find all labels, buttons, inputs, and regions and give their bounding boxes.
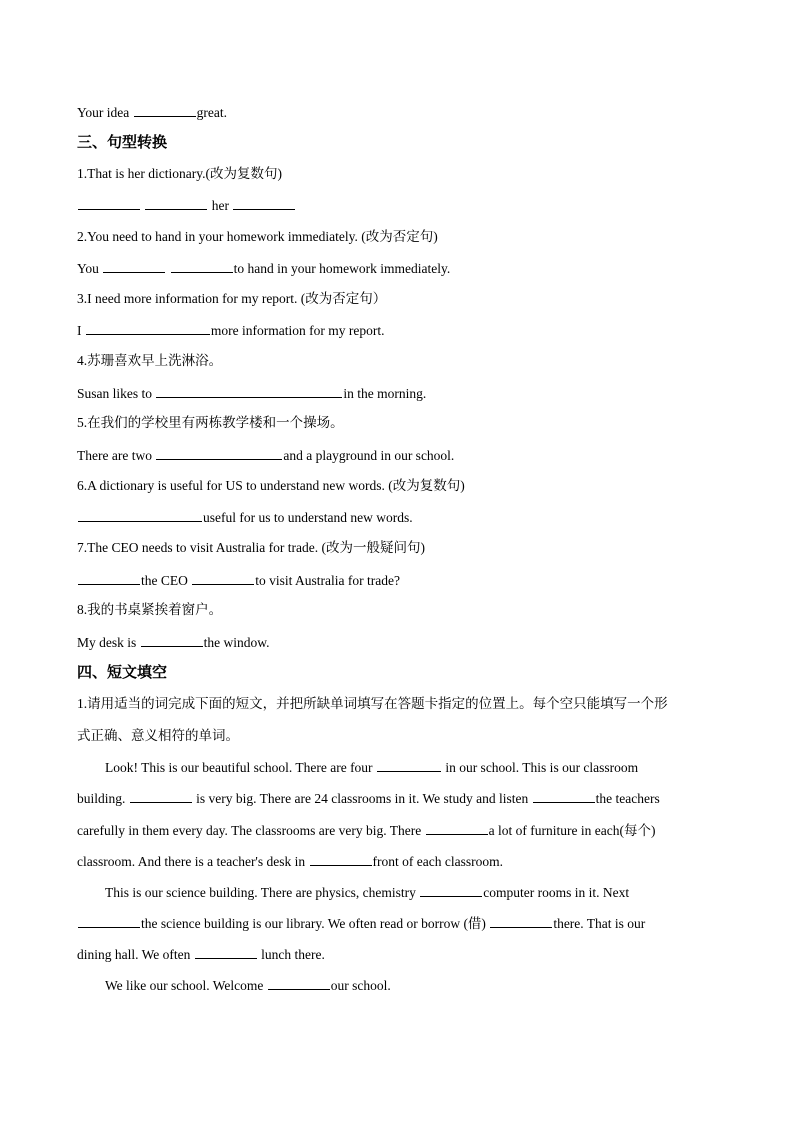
question-6-prompt: 6.A dictionary is useful for US to understand new words. (改为复数句)	[77, 478, 465, 493]
text: useful for us to understand new words.	[203, 510, 413, 525]
text: the window.	[203, 635, 270, 650]
text: carefully in them every day. The classrooms are very big. There	[77, 823, 422, 838]
text: dining hall. We often	[77, 947, 191, 962]
answer-blank[interactable]	[377, 758, 441, 772]
answer-blank[interactable]	[145, 196, 207, 210]
question-1-prompt: 1.That is her dictionary.(改为复数句)	[77, 166, 282, 181]
text: there. That is our	[553, 916, 646, 931]
text: in our school. This is our classroom	[445, 760, 639, 775]
text: more information for my report.	[210, 323, 385, 338]
text: There are two	[77, 448, 152, 463]
instruction-line-2: 式正确、意义相符的单词。	[77, 728, 239, 743]
question-7-answer	[77, 571, 400, 590]
passage-line	[77, 914, 645, 933]
answer-blank[interactable]	[171, 259, 233, 273]
question-4-answer	[77, 384, 426, 403]
question-1-answer	[77, 196, 296, 215]
text: great.	[196, 105, 227, 120]
text: her	[211, 198, 229, 213]
answer-blank[interactable]	[78, 508, 202, 522]
text: to visit Australia for trade?	[255, 573, 400, 588]
text: Look! This is our beautiful school. There are four	[105, 760, 373, 775]
text: You	[77, 261, 99, 276]
answer-blank[interactable]	[86, 321, 210, 335]
text: our school.	[330, 978, 391, 993]
instruction-line-1: 1.请用适当的词完成下面的短文，并把所缺单词填写在答题卡指定的位置上。每个空只能填写一个形	[77, 696, 668, 711]
text: My desk is	[77, 635, 137, 650]
question-8-prompt: 8.我的书桌紧挨着窗户。	[77, 602, 223, 617]
question-7-prompt: 7.The CEO needs to visit Australia for trade. (改为一般疑问句)	[77, 540, 425, 555]
section-4-title: 四、短文填空	[77, 663, 168, 681]
text: the teachers	[595, 791, 660, 806]
answer-blank[interactable]	[233, 196, 295, 210]
answer-blank[interactable]	[195, 945, 257, 959]
text: classroom. And there is a teacher's desk in	[77, 854, 306, 869]
question-8-answer	[77, 633, 270, 652]
section-3-title: 三、句型转换	[77, 133, 168, 151]
answer-blank[interactable]	[490, 914, 552, 928]
answer-blank[interactable]	[134, 103, 196, 117]
text: Susan likes to	[77, 386, 153, 401]
answer-blank[interactable]	[78, 571, 140, 585]
answer-blank[interactable]	[156, 446, 282, 460]
text: We like our school. Welcome	[105, 978, 264, 993]
answer-blank[interactable]	[310, 852, 372, 866]
text: the science building is our library. We often read or borrow (借)	[141, 916, 486, 931]
answer-blank[interactable]	[156, 384, 342, 398]
text: front of each classroom.	[372, 854, 503, 869]
text: building.	[77, 791, 126, 806]
top-line	[77, 103, 227, 122]
answer-blank[interactable]	[426, 821, 488, 835]
text: a lot of furniture in each(每个)	[488, 823, 656, 838]
text: Your idea	[77, 105, 130, 120]
text: in the morning.	[343, 386, 427, 401]
question-2-answer	[77, 259, 450, 278]
answer-blank[interactable]	[141, 633, 203, 647]
answer-blank[interactable]	[130, 789, 192, 803]
answer-blank[interactable]	[78, 196, 140, 210]
text: computer rooms in it. Next	[483, 885, 630, 900]
text: and a playground in our school.	[283, 448, 455, 463]
text: I	[77, 323, 82, 338]
question-3-answer	[77, 321, 384, 340]
passage-line	[105, 976, 391, 995]
question-5-answer	[77, 446, 454, 465]
answer-blank[interactable]	[268, 976, 330, 990]
text: This is our science building. There are physics, chemistry	[105, 885, 416, 900]
answer-blank[interactable]	[533, 789, 595, 803]
answer-blank[interactable]	[78, 914, 140, 928]
answer-blank[interactable]	[420, 883, 482, 897]
answer-blank[interactable]	[103, 259, 165, 273]
passage-line	[77, 852, 503, 871]
text: is very big. There are 24 classrooms in it. We study and listen	[196, 791, 529, 806]
passage-line	[77, 789, 660, 808]
question-2-prompt: 2.You need to hand in your homework immediately. (改为否定句)	[77, 229, 438, 244]
passage-line	[77, 821, 655, 840]
answer-blank[interactable]	[192, 571, 254, 585]
question-3-prompt: 3.I need more information for my report. (改为否定句）	[77, 291, 387, 306]
passage-line	[105, 883, 629, 902]
question-6-answer	[77, 508, 413, 527]
passage-line	[77, 945, 325, 964]
text: lunch there.	[261, 947, 325, 962]
text: to hand in your homework immediately.	[233, 261, 451, 276]
question-5-prompt: 5.在我们的学校里有两栋教学楼和一个操场。	[77, 415, 344, 430]
text: the CEO	[141, 573, 188, 588]
passage-line	[105, 758, 638, 777]
question-4-prompt: 4.苏珊喜欢早上洗淋浴。	[77, 353, 223, 368]
